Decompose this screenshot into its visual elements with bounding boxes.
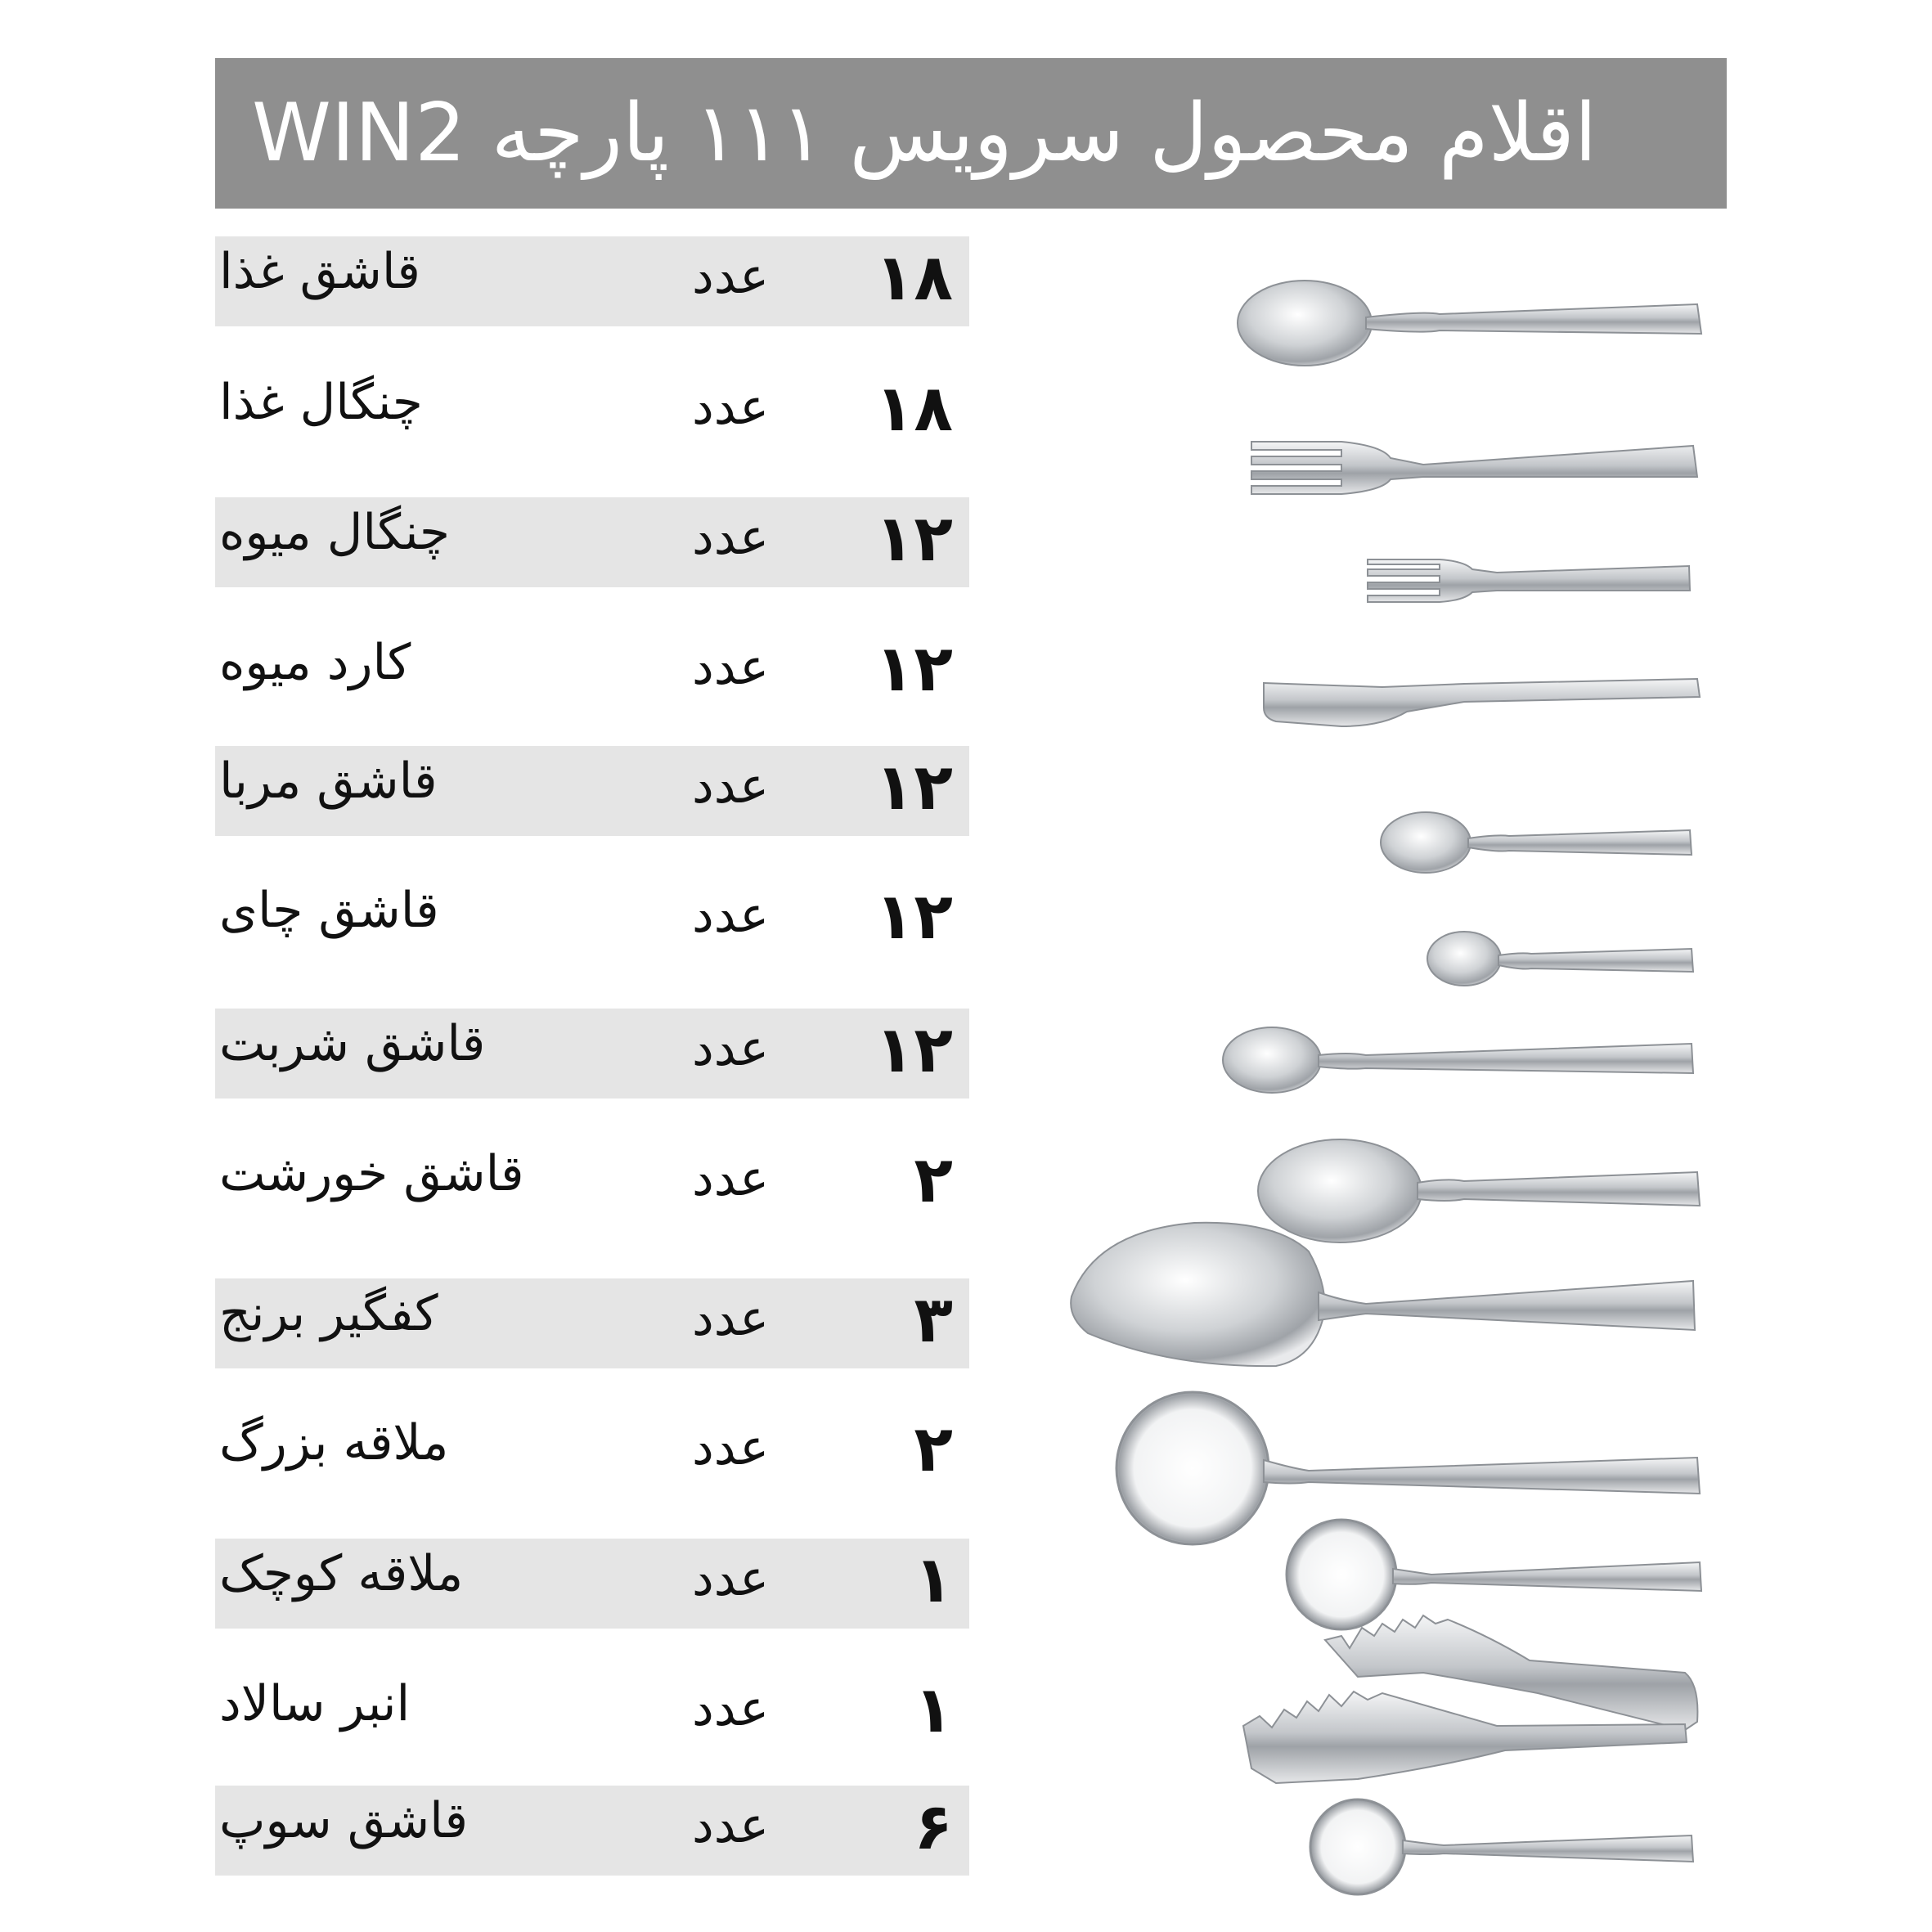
item-row-salad-tongs bbox=[215, 1669, 969, 1759]
item-quantity: ۱۲ bbox=[874, 632, 953, 706]
item-quantity: ۲ bbox=[914, 1143, 953, 1217]
salad-tongs-icon bbox=[1243, 1615, 1697, 1783]
item-unit: عدد bbox=[692, 1150, 770, 1207]
item-row-dinner-fork bbox=[215, 367, 969, 457]
large-ladle-icon bbox=[1117, 1392, 1700, 1544]
item-unit: عدد bbox=[692, 248, 770, 305]
item-unit: عدد bbox=[692, 1290, 770, 1347]
dinner-fork-icon bbox=[1251, 442, 1697, 494]
stew-spoon-icon bbox=[1258, 1139, 1700, 1242]
item-row-fruit-knife bbox=[215, 627, 969, 717]
item-name: ملاقه کوچک bbox=[219, 1545, 464, 1602]
item-name: قاشق مربا bbox=[219, 753, 438, 810]
item-unit: عدد bbox=[692, 639, 770, 696]
soup-spoon-icon bbox=[1310, 1799, 1693, 1894]
item-row-tea-spoon bbox=[215, 875, 969, 965]
item-quantity: ۱۲ bbox=[874, 751, 953, 824]
tea-spoon-icon bbox=[1427, 932, 1693, 986]
page-title: اقلام محصول سرویس ۱۱۱ پارچه WIN2 bbox=[252, 87, 1597, 180]
item-quantity: ۱۲ bbox=[874, 502, 953, 576]
jam-spoon-icon bbox=[1381, 812, 1692, 873]
item-quantity: ۶ bbox=[914, 1790, 953, 1864]
item-row-fruit-fork bbox=[215, 497, 969, 587]
item-name: قاشق شربت bbox=[219, 1015, 486, 1072]
item-quantity: ۱ bbox=[914, 1543, 953, 1617]
item-name: کفگیر برنج bbox=[219, 1285, 438, 1342]
item-name: چنگال میوه bbox=[219, 504, 450, 561]
item-name: ملاقه بزرگ bbox=[219, 1414, 449, 1471]
item-quantity: ۱ bbox=[914, 1674, 953, 1747]
item-unit: عدد bbox=[692, 1797, 770, 1854]
item-quantity: ۱۸ bbox=[874, 241, 953, 315]
item-quantity: ۱۲ bbox=[874, 880, 953, 954]
item-quantity: ۱۲ bbox=[874, 1013, 953, 1087]
item-name: انبر سالاد bbox=[219, 1675, 411, 1732]
dinner-spoon-icon bbox=[1238, 281, 1701, 366]
item-unit: عدد bbox=[692, 887, 770, 944]
item-row-stew-spoon bbox=[215, 1139, 969, 1229]
item-unit: عدد bbox=[692, 1020, 770, 1077]
item-row-large-ladle bbox=[215, 1408, 969, 1498]
item-row-soup-spoon bbox=[215, 1786, 969, 1876]
item-quantity: ۲ bbox=[914, 1413, 953, 1486]
item-name: چنگال غذا bbox=[219, 374, 423, 431]
item-row-dinner-spoon bbox=[215, 236, 969, 326]
item-unit: عدد bbox=[692, 1680, 770, 1737]
item-unit: عدد bbox=[692, 757, 770, 815]
rice-server-icon bbox=[1071, 1223, 1695, 1366]
item-name: قاشق چای bbox=[219, 882, 439, 939]
item-quantity: ۳ bbox=[914, 1283, 953, 1357]
item-row-small-ladle bbox=[215, 1539, 969, 1629]
item-name: قاشق غذا bbox=[219, 243, 420, 300]
small-ladle-icon bbox=[1287, 1520, 1701, 1629]
item-unit: عدد bbox=[692, 1550, 770, 1607]
fruit-knife-icon bbox=[1264, 679, 1700, 726]
item-unit: عدد bbox=[692, 509, 770, 566]
item-quantity: ۱۸ bbox=[874, 372, 953, 446]
item-row-rice-server bbox=[215, 1278, 969, 1368]
fruit-fork-icon bbox=[1368, 559, 1690, 602]
title-banner bbox=[215, 58, 1727, 209]
item-name: قاشق خورشت bbox=[219, 1145, 524, 1202]
item-unit: عدد bbox=[692, 379, 770, 436]
item-row-jam-spoon bbox=[215, 746, 969, 836]
item-name: کارد میوه bbox=[219, 634, 411, 691]
item-unit: عدد bbox=[692, 1419, 770, 1476]
item-name: قاشق سوپ bbox=[219, 1792, 469, 1849]
item-row-syrup-spoon bbox=[215, 1009, 969, 1099]
syrup-spoon-icon bbox=[1223, 1027, 1693, 1093]
